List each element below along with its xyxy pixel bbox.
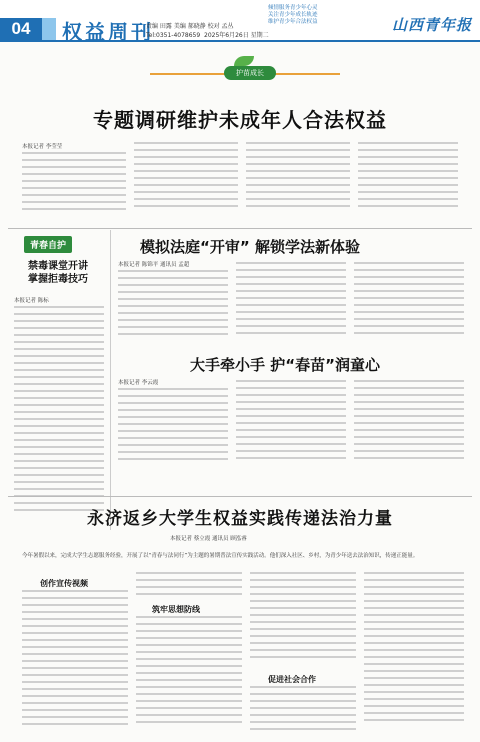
county-byline: 本报记者 蔡立霞 通讯员 顾泓睿 [170,536,247,542]
slogan-line-2: 关注青少年成长轨迹 [268,12,318,18]
main-text-col-3 [246,142,350,224]
spring-text-col-1 [118,388,228,472]
slogan-line-3: 维护青少年合法权益 [268,19,318,25]
side-tag: 青春自护 [24,236,72,253]
main-byline: 本报记者 李莹莹 [22,144,63,150]
divider [8,228,472,229]
header-slogan [268,5,340,26]
side-headline-line: 禁毒课堂开讲 掌握拒毒技巧 [28,261,88,285]
main-text-col-1 [22,152,126,224]
issue-date: 2025年6月26日 星期二 [204,32,269,39]
court-byline: 本报记者 陈锦平 通讯员 孟超 [118,262,190,268]
column-title: 权益周刊 [62,20,154,44]
page-header [0,0,480,42]
section-heading: 促进社会合作 [268,675,316,684]
newspaper-logo: 山西青年报 [391,16,472,34]
court-headline: 模拟法庭“开审” 解锁学法新体验 [140,238,360,256]
spring-text-col-3 [354,380,464,472]
court-text-col-3 [354,262,464,346]
county-text-col-3b [250,686,356,736]
leaf-icon [234,56,254,66]
section-heading: 创作宣传视频 [40,579,88,588]
page-number: 04 [0,18,42,40]
page-number-accent [42,18,56,40]
county-text-col-2b [136,616,242,736]
divider [8,496,472,497]
main-text-col-2 [134,142,238,224]
county-intro: 今年暑假以来，完成大学生志愿服务经验，开展了以“青春与法同行”为主题的暑期普法宣传实践活动。他们深入社区、乡村，为青少年送去法治知识，传递正能量。 [22,553,419,559]
side-byline: 本报记者 陈标 [14,298,49,304]
slogan-line-1: 倾情服务青少年心灵 [268,5,318,11]
spring-headline: 大手牵小手 护“春苗”润童心 [190,356,380,374]
phone: Tel:0351-4078659 [146,32,201,39]
court-text-col-2 [236,262,346,346]
county-text-col-2a [136,572,242,602]
spring-byline: 本报记者 李云霞 [118,380,159,386]
spring-text-col-2 [236,380,346,472]
column-divider [110,230,111,530]
court-text-col-1 [118,270,228,346]
county-text-col-4 [364,572,464,736]
county-text-col-3a [250,572,356,668]
county-headline: 永济返乡大学生权益实践传递法治力量 [87,509,393,529]
county-text-col-1 [22,590,128,736]
section-heading: 筑牢思想防线 [152,605,200,614]
side-text [14,306,104,526]
banner-label: 护苗成长 [224,66,276,80]
editor-line: 责编 田露 美编 郝晓静 校对 孟丛 [146,23,234,30]
side-headline [10,260,106,286]
main-text-col-4 [358,142,458,224]
main-headline: 专题调研维护未成年人合法权益 [93,108,387,132]
section-banner [150,62,340,82]
